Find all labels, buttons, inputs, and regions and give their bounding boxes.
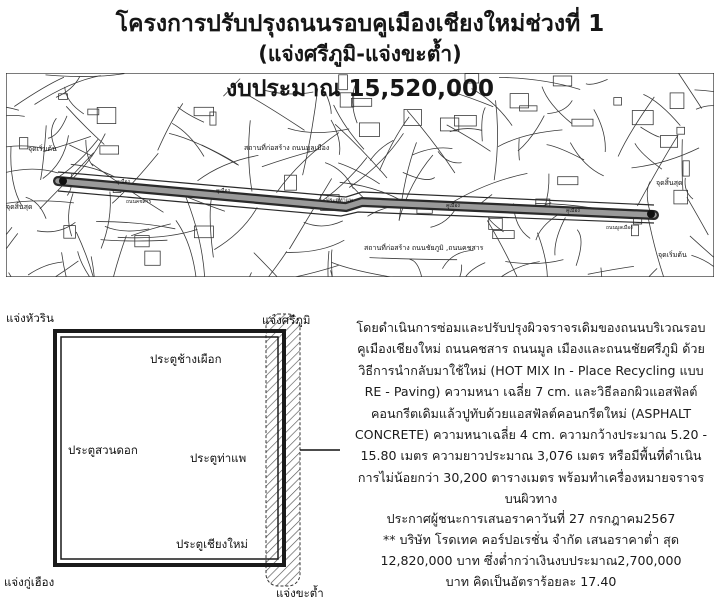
description-line: 15.80 เมตร ความยาวประมาณ 3,076 เมตร หรือมีพื้นที่ดำเนิน [360, 448, 702, 464]
description-line: RE - Paving) ความหนา เฉลี่ย 7 cm. และวิธีลอกผิวแอสฟัลต์ [364, 384, 698, 400]
map-label-small-4: คูเมือง [566, 208, 580, 214]
map-label-gate: ประตูท่าแพ [326, 198, 353, 204]
award-announcement [345, 508, 717, 592]
description-line: การไม่น้อยกว่า 30,200 ตารางเมตร พร้อมทำเครื่องหมายจราจร [357, 469, 705, 485]
map-label-end-top: จุดสิ้นสุด [656, 179, 683, 187]
title-line-3-budget: งบประมาณ 15,520,000 [225, 76, 495, 102]
gate-south-label: ประตูเชียงใหม่ [176, 537, 248, 551]
map-label-small-5: ถนนคชสาร [126, 199, 152, 205]
corner-ne-label: แจ่งศรีภูมิ [262, 313, 311, 327]
description-line: CONCRETE) ความหนาเฉลี่ย 4 cm. ความกว้างประมาณ 5.20 - [354, 427, 708, 443]
title-line-1: โครงการปรับปรุงถนนรอบคูเมืองเชียงใหม่ช่วงที่ 1 [115, 11, 605, 37]
gate-east-label: ประตูท่าแพ [190, 451, 247, 465]
moat-map [0, 302, 340, 604]
start-point-marker [59, 177, 67, 185]
map-label-end-left: จุดสิ้นสุด [6, 203, 33, 211]
award-line: 12,820,000 บาท ซึ่งต่ำกว่าเงินงบประมาณ2,700,000 [380, 553, 682, 568]
description-line: บนผิวทาง [504, 491, 558, 507]
map-label-small-1: คูเมือง [116, 179, 130, 185]
award-line: บาท คิดเป็นอัตราร้อยละ 17.40 [445, 574, 617, 589]
description-line: โดยดำเนินการซ่อมและปรับปรุงผิวจราจรเดิมของถนนบริเวณรอบ [356, 320, 706, 335]
title-line-2: (แจ่งศรีภูมิ-แจ่งขะต้ำ) [258, 42, 462, 66]
map-label-start: จุดเริ่มต้น [28, 145, 57, 153]
map-label-small-6: ถนนมูลเมือง [606, 225, 633, 231]
map-label-top-road: สถานที่ก่อสร้าง ถนนมูลเมือง [244, 144, 330, 152]
map-label-start-right: จุดเริ่มต้น [658, 251, 687, 259]
gate-north-label: ประตูช้างเผือก [150, 352, 222, 366]
project-description [345, 317, 717, 510]
map-label-small-3: คูเมือง [446, 203, 460, 209]
award-line: ประกาศผู้ชนะการเสนอราคาวันที่ 27 กรกฎาคม2567 [386, 511, 676, 526]
map-label-bottom-road: สถานที่ก่อสร้าง ถนนชัยภูมิ ,ถนนคชสาร [364, 244, 484, 252]
corner-nw-label: แจ่งหัวริน [6, 311, 54, 325]
description-line: คอนกรีตเดิมแล้วปูทับด้วยแอสฟัลต์คอนกรีตใหม่ (ASPHALT [370, 405, 692, 421]
corner-sw-label: แจ่งกู่เฮือง [4, 575, 55, 589]
end-point-marker [647, 210, 655, 218]
corner-se-label: แจ่งขะต้ำ [276, 586, 324, 600]
gate-west-label: ประตูสวนดอก [68, 443, 138, 457]
award-line: ** บริษัท โรดเทค คอร์ปอเรชั่น จำกัด เสนอราคาต่ำ สุด [382, 532, 680, 547]
map-label-small-2: คูเมือง [216, 188, 230, 194]
description-line: คูเมืองเชียงใหม่ ถนนคชสาร ถนนมูล เมืองและถนนชัยศรีภูมิ ด้วย [357, 341, 705, 357]
description-line: วิธีการนำกลับมาใช้ใหม่ (HOT MIX In - Place Recycling แบบ [358, 362, 704, 378]
